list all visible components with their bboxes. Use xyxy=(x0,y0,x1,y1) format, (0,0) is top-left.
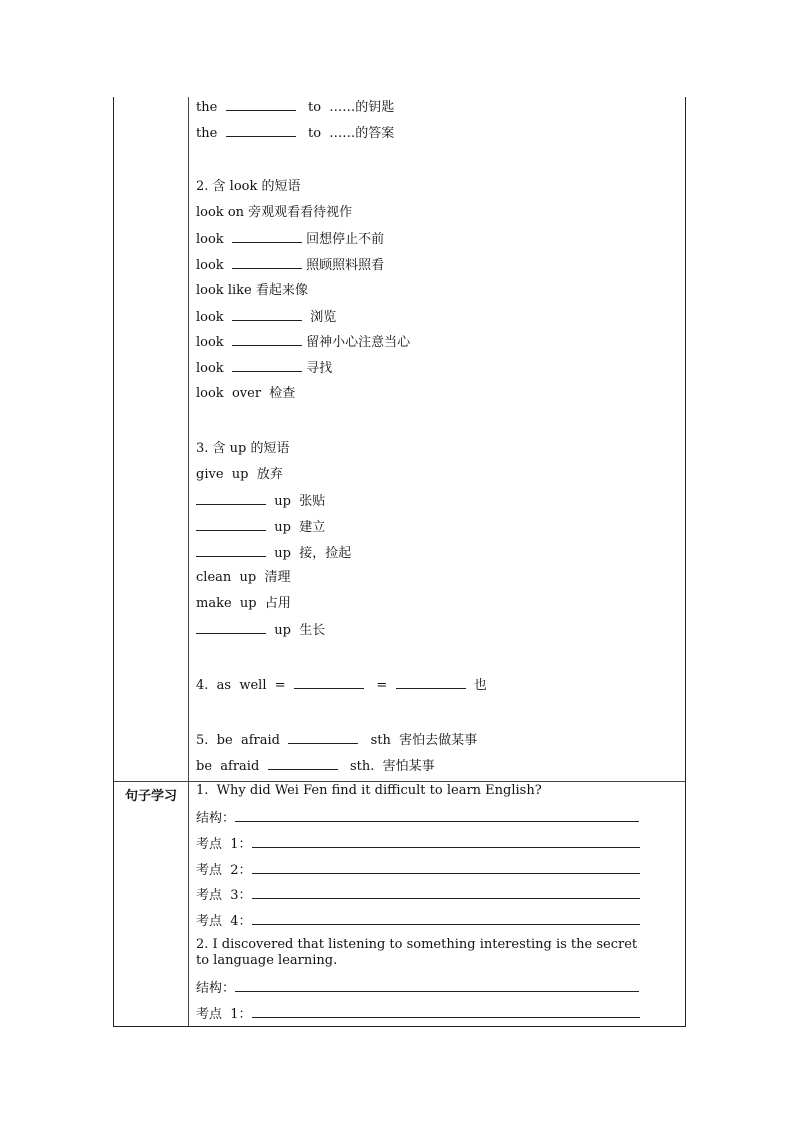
fill-blank[interactable] xyxy=(196,493,266,505)
phrase-key-to: the to ……的钥匙 xyxy=(196,100,395,115)
up-phrases-heading: 3. 含 up 的短语 xyxy=(196,441,290,456)
fill-blank[interactable] xyxy=(294,677,364,689)
fill-blank[interactable] xyxy=(232,334,302,346)
sentence-study-label: 句子学习 xyxy=(124,789,177,804)
phrase-look-out: look 留神小心注意当心 xyxy=(196,335,411,350)
answer-line[interactable] xyxy=(252,835,640,848)
answer-line[interactable] xyxy=(252,886,640,899)
point-4-row: 考点 4： xyxy=(196,912,640,930)
point-1b-row: 考点 1： xyxy=(196,1005,640,1023)
structure-row-1: 结构： xyxy=(196,809,639,827)
row-divider xyxy=(114,781,685,782)
structure-row-2: 结构： xyxy=(196,979,639,997)
fill-blank[interactable] xyxy=(196,545,266,557)
fill-blank[interactable] xyxy=(232,257,302,269)
answer-line[interactable] xyxy=(235,979,639,992)
phrase-grow-up: up 生长 xyxy=(196,622,325,639)
answer-line[interactable] xyxy=(252,861,640,874)
answer-line[interactable] xyxy=(235,809,639,822)
phrase-look-after: look 照顾照料照看 xyxy=(196,258,385,273)
fill-blank[interactable] xyxy=(396,677,466,689)
phrase-pick-up: up 接，捡起 xyxy=(196,545,351,562)
phrase-clean-up: clean up 清理 xyxy=(196,570,291,585)
phrase-look-for: look 寻找 xyxy=(196,361,333,376)
phrase-look-back: look 回想停止不前 xyxy=(196,232,385,247)
fill-blank[interactable] xyxy=(232,309,302,321)
phrase-set-up: up 建立 xyxy=(196,519,325,536)
phrase-look-through: look 浏览 xyxy=(196,310,337,325)
phrase-look-on: look on 旁观观看看待视作 xyxy=(196,205,353,220)
point-1-row: 考点 1： xyxy=(196,835,640,853)
fill-blank[interactable] xyxy=(232,231,302,243)
phrase-make-up: make up 占用 xyxy=(196,596,291,611)
answer-line[interactable] xyxy=(252,912,640,925)
phrase-as-well: 4. as well = = 也 xyxy=(196,678,487,693)
phrase-look-over: look over 检查 xyxy=(196,386,296,401)
fill-blank[interactable] xyxy=(196,622,266,634)
fill-blank[interactable] xyxy=(232,360,302,372)
phrase-give-up: give up 放弃 xyxy=(196,467,283,482)
point-3-row: 考点 3： xyxy=(196,886,640,904)
answer-line[interactable] xyxy=(252,1005,640,1018)
fill-blank[interactable] xyxy=(226,125,296,137)
fill-blank[interactable] xyxy=(288,732,358,744)
column-divider xyxy=(188,97,189,1026)
fill-blank[interactable] xyxy=(196,519,266,531)
phrase-look-like: look like 看起来像 xyxy=(196,283,308,298)
sentence-2: 2. I discovered that listening to something interesting is the secret to language learning. xyxy=(196,937,638,968)
phrase-be-afraid-to: 5. be afraid sth 害怕去做某事 xyxy=(196,733,478,748)
phrase-answer-to: the to ……的答案 xyxy=(196,126,395,141)
fill-blank[interactable] xyxy=(226,99,296,111)
fill-blank[interactable] xyxy=(268,758,338,770)
point-2-row: 考点 2： xyxy=(196,861,640,879)
sentence-1: 1. Why did Wei Fen find it difficult to learn English? xyxy=(196,783,542,798)
phrase-put-up: up 张贴 xyxy=(196,493,325,510)
phrase-be-afraid-of: be afraid sth. 害怕某事 xyxy=(196,759,435,774)
look-phrases-heading: 2. 含 look 的短语 xyxy=(196,179,301,194)
